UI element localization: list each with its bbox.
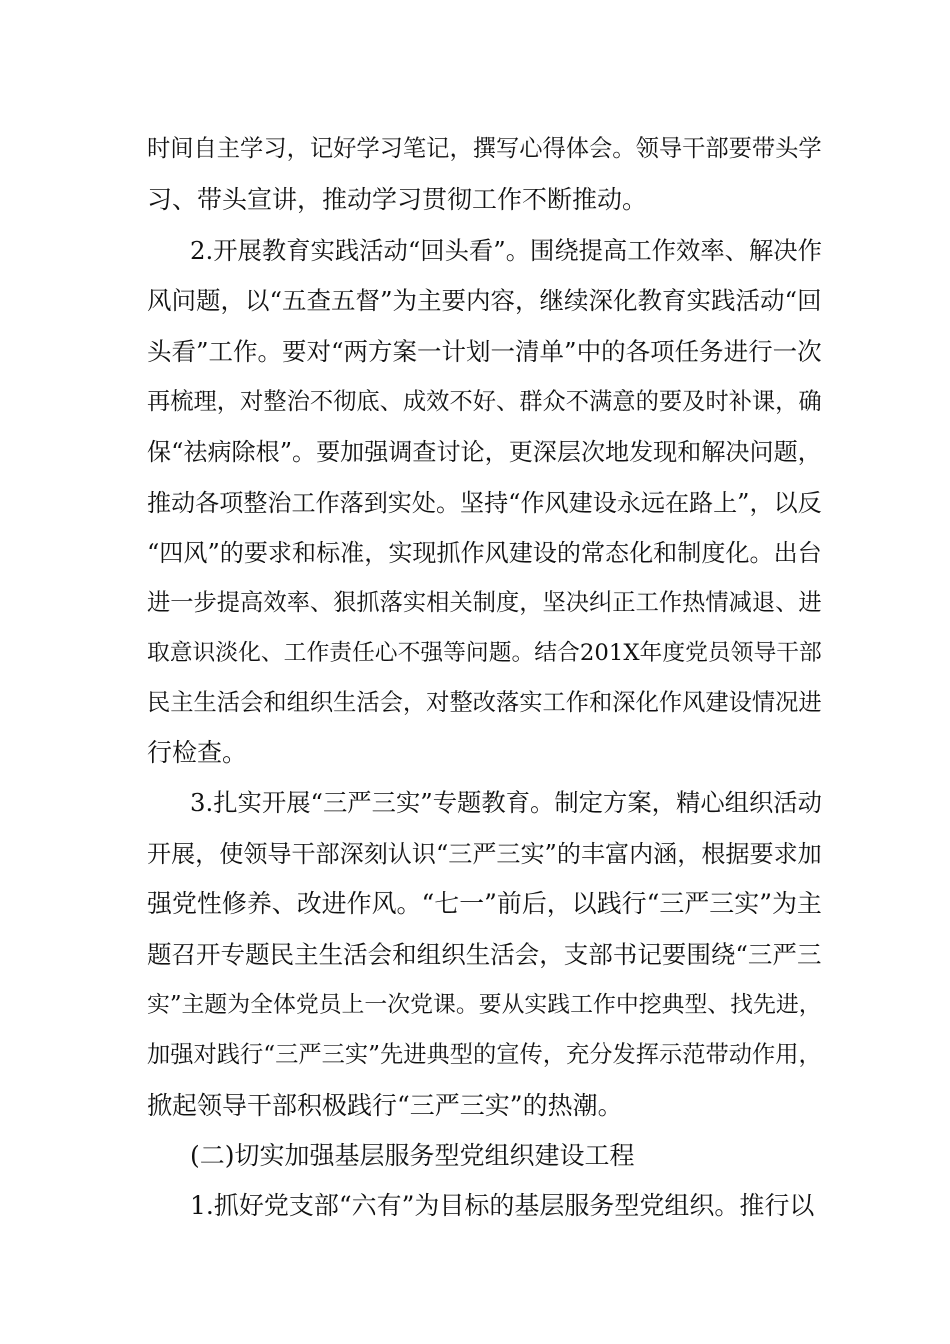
line-text: (二)切实加强基层服务型党组织建设工程 bbox=[190, 1141, 635, 1170]
text-line-11 bbox=[0, 628, 950, 678]
text-line-22 bbox=[0, 1181, 950, 1231]
line-text: 3.扎实开展“三严三实”专题教育。制定方案，精心组织活动 bbox=[190, 788, 822, 817]
line-text: 实”主题为全体党员上一次党课。要从实践工作中挖典型、找先进， bbox=[147, 992, 822, 1018]
line-text: 1.抓好党支部“六有”为目标的基层服务型党组织。推行以 bbox=[190, 1191, 815, 1220]
text-line-18 bbox=[0, 980, 950, 1030]
line-text: 开展，使领导干部深刻认识“三严三实”的丰富内涵，根据要求加 bbox=[147, 840, 822, 868]
text-line-3 bbox=[0, 226, 950, 276]
text-line-7 bbox=[0, 427, 950, 477]
text-line-15 bbox=[0, 829, 950, 879]
line-text: 强党性修养、改进作风。“七一”前后，以践行“三严三实”为主 bbox=[147, 889, 822, 918]
text-line-6 bbox=[0, 377, 950, 427]
text-line-10 bbox=[0, 578, 950, 628]
text-line-9 bbox=[0, 528, 950, 578]
line-text: 题召开专题民主生活会和组织生活会，支部书记要围绕“三严三 bbox=[147, 940, 822, 969]
text-line-2 bbox=[0, 175, 950, 225]
section-heading bbox=[0, 1131, 950, 1181]
text-line-14 bbox=[0, 778, 950, 828]
line-text: 取意识淡化、工作责任心不强等问题。结合201X年度党员领导干部 bbox=[147, 640, 822, 666]
line-text: 头看”工作。要对“两方案一计划一清单”中的各项任务进行一次 bbox=[147, 337, 822, 366]
line-text: 民主生活会和组织生活会，对整改落实工作和深化作风建设情况进 bbox=[147, 689, 822, 716]
line-text: 推动各项整治工作落到实处。坚持“作风建设永远在路上”，以反 bbox=[147, 489, 822, 517]
text-line-13 bbox=[0, 728, 950, 778]
line-text: 行检查。 bbox=[147, 738, 248, 767]
text-line-19 bbox=[0, 1030, 950, 1080]
text-line-16 bbox=[0, 879, 950, 929]
text-line-4 bbox=[0, 276, 950, 326]
text-line-1 bbox=[0, 124, 950, 174]
text-line-8 bbox=[0, 478, 950, 528]
line-text: 2.开展教育实践活动“回头看”。围绕提高工作效率、解决作 bbox=[190, 236, 822, 265]
line-text: 加强对践行“三严三实”先进典型的宣传，充分发挥示范带动作用， bbox=[147, 1041, 822, 1068]
text-line-5 bbox=[0, 327, 950, 377]
text-line-12 bbox=[0, 678, 950, 728]
line-text: 进一步提高效率、狠抓落实相关制度，坚决纠正工作热情减退、进 bbox=[147, 589, 822, 616]
text-line-20 bbox=[0, 1081, 950, 1131]
line-text: 掀起领导干部积极践行“三严三实”的热潮。 bbox=[147, 1091, 623, 1120]
line-text: 时间自主学习，记好学习笔记，撰写心得体会。领导干部要带头学 bbox=[147, 135, 822, 162]
line-text: 再梳理，对整治不彻底、成效不好、群众不满意的要及时补课，确 bbox=[147, 388, 822, 415]
text-line-17 bbox=[0, 930, 950, 980]
line-text: 保“祛病除根”。要加强调查讨论，更深层次地发现和解决问题， bbox=[147, 438, 822, 466]
line-text: “四风”的要求和标准，实现抓作风建设的常态化和制度化。出台 bbox=[147, 539, 822, 567]
line-text: 风问题，以“五查五督”为主要内容，继续深化教育实践活动“回 bbox=[147, 286, 822, 315]
line-text: 习、带头宣讲，推动学习贯彻工作不断推动。 bbox=[147, 185, 648, 214]
